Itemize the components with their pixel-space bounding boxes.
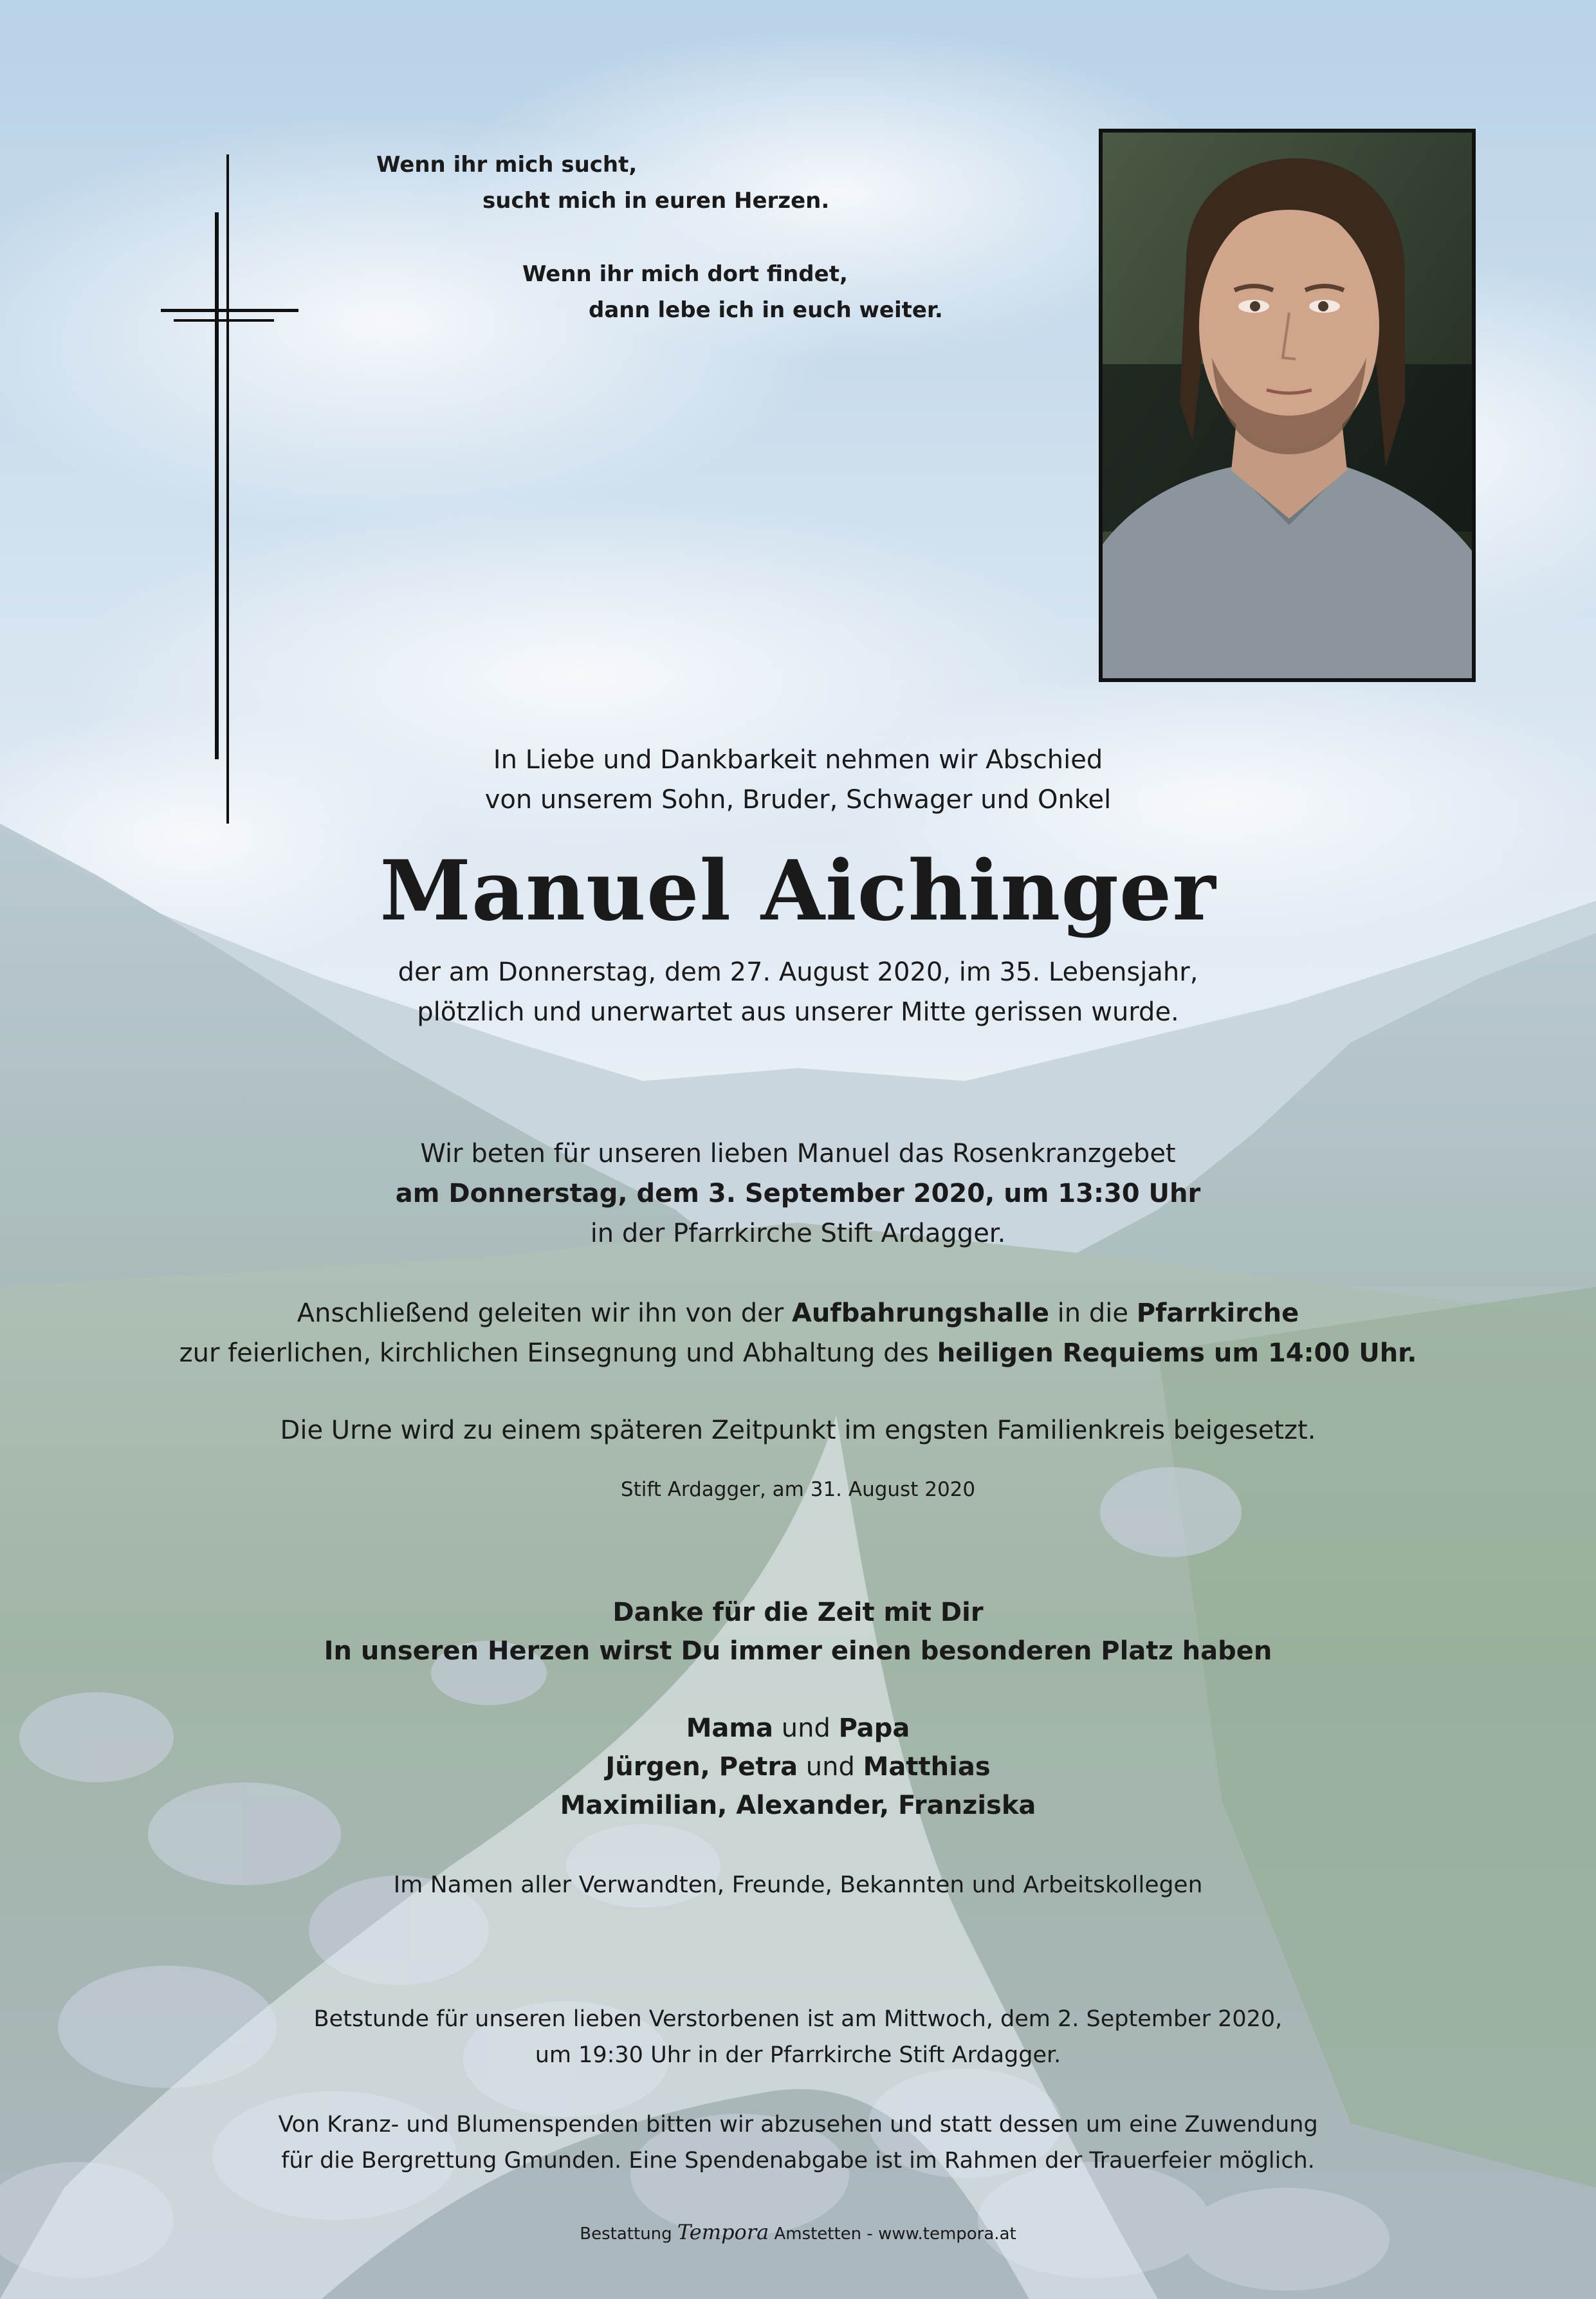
family-und: und	[773, 1713, 839, 1743]
on-behalf: Im Namen aller Verwandten, Freunde, Bekannten und Arbeitskollegen	[393, 1872, 1203, 1898]
footer-suffix: Amstetten - www.tempora.at	[769, 2224, 1016, 2244]
cross-icon	[161, 154, 302, 824]
intro-line-2: von unserem Sohn, Bruder, Schwager und Onkel	[484, 785, 1112, 815]
intro-line-1: In Liebe und Dankbarkeit nehmen wir Abschied	[493, 745, 1103, 775]
ceremony-line-2	[0, 1333, 1596, 1373]
family-und: und	[798, 1752, 863, 1782]
prayer-hour-line-1: Betstunde für unseren lieben Verstorbenen ist am Mittwoch, dem 2. September 2020,	[313, 2006, 1283, 2032]
footer	[0, 2220, 1596, 2244]
poem-line-3: Wenn ihr mich dort findet,	[522, 261, 848, 287]
place-date: Stift Ardagger, am 31. August 2020	[620, 1478, 976, 1501]
ceremony-hall: Aufbahrungshalle	[791, 1298, 1049, 1328]
rosary-line-1: Wir beten für unseren lieben Manuel das Rosenkranzgebet	[420, 1139, 1176, 1168]
footer-prefix: Bestattung	[580, 2224, 677, 2244]
poem-line-2: sucht mich in euren Herzen.	[482, 188, 830, 214]
thanks-line-1: Danke für die Zeit mit Dir	[612, 1598, 984, 1627]
ceremony-line-1	[0, 1293, 1596, 1333]
thanks-line-2: In unseren Herzen wirst Du immer einen besonderen Platz haben	[324, 1636, 1272, 1666]
ceremony-church: Pfarrkirche	[1136, 1298, 1299, 1328]
prayer-hour-line-2: um 19:30 Uhr in der Pfarrkirche Stift Ardagger.	[535, 2042, 1061, 2068]
death-line-2: plötzlich und unerwartet aus unserer Mitte gerissen wurde.	[417, 997, 1179, 1027]
family-siblings	[0, 1747, 1596, 1787]
family-parents	[0, 1708, 1596, 1748]
urn-notice: Die Urne wird zu einem späteren Zeitpunkt im engsten Familienkreis beigesetzt.	[280, 1416, 1316, 1445]
rosary-line-2: am Donnerstag, dem 3. September 2020, um 13:30 Uhr	[395, 1179, 1201, 1208]
deceased-name: Manuel Aichinger	[380, 843, 1216, 939]
ceremony-text: Anschließend geleiten wir ihn von der	[297, 1298, 792, 1328]
ceremony-text: in die	[1049, 1298, 1137, 1328]
death-line-1: der am Donnerstag, dem 27. August 2020, im 35. Lebensjahr,	[398, 957, 1198, 987]
family-mama: Mama	[686, 1713, 774, 1743]
family-papa: Papa	[838, 1713, 910, 1743]
family-nephews: Maximilian, Alexander, Franziska	[560, 1791, 1036, 1820]
family-siblings-b: Matthias	[863, 1752, 991, 1782]
portrait-photo	[1099, 129, 1476, 682]
footer-brand: Tempora	[677, 2220, 769, 2244]
ceremony-requiem: heiligen Requiems um 14:00 Uhr.	[937, 1338, 1417, 1368]
ceremony-text: zur feierlichen, kirchlichen Einsegnung und Abhaltung des	[179, 1338, 937, 1368]
poem-line-1: Wenn ihr mich sucht,	[376, 152, 637, 178]
family-siblings-a: Jürgen, Petra	[605, 1752, 798, 1782]
donation-line-1: Von Kranz- und Blumenspenden bitten wir abzusehen und statt dessen um eine Zuwendung	[278, 2112, 1318, 2137]
rosary-line-3: in der Pfarrkirche Stift Ardagger.	[590, 1219, 1006, 1248]
poem-line-4: dann lebe ich in euch weiter.	[589, 297, 943, 323]
portrait-image	[1103, 133, 1472, 678]
donation-line-2: für die Bergrettung Gmunden. Eine Spendenabgabe ist im Rahmen der Trauerfeier möglich.	[281, 2148, 1315, 2174]
